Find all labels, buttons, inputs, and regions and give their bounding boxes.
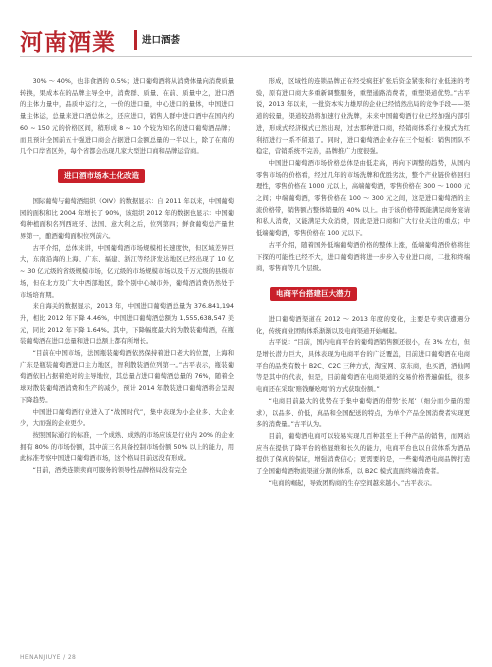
paragraph: 古平介绍，随着国外低端葡萄酒价格的整体上涨，低端葡萄酒价格将往下探的可能性已经不大，进口葡萄酒将进一步步入专业进口商，二批和终端商，零售商等几个层级。 — [256, 241, 470, 273]
left-column — [20, 76, 234, 477]
header-accent-bar — [134, 30, 137, 50]
page-header — [20, 24, 472, 60]
paragraph: 30% ～ 40%，也非食酒的 0.5%；进口葡萄酒将从消费体量向消费质量转换，果成本在的品牌主导全中，消费群、质量、在前、质量中之，进口酒的主体力量中，品质中运行之，一价的进口量，中心进口的量体，中国进口量主体运，总量来进口酒总体之，还应进口，销售人群中进口酒中在国内约 60 ~ 150 元的价格区间，稍形成 8 ~ 10 个较为知名的进口葡萄酒品牌；而且预计全国前五十强进口商会占据进口金额总量的一半以上，除了在南的几个口岸省区外，每个省都会出现几家大型进口商和品牌运营商。 — [20, 78, 234, 156]
section-heading-localization: 进口酒市场本土化改造 — [58, 169, 145, 183]
paragraph: “目前，酒类连锁卖商可服务的领导性品牌格局没有完全 — [32, 467, 187, 475]
page-footer — [20, 654, 76, 661]
section-title: 进口酒荟 — [142, 35, 181, 46]
paragraph: “目前在中国市场，法国瓶装葡萄酒依然保持着进口老大的位置，上海和广东是瓶装葡萄酒进口主力地区，智利散装酒位列第一。”古平表示，瓶装葡萄酒依旧占据着绝对的主导地位，其总量占进口葡萄酒总量的 76%，随着全球对散装葡萄酒消费和生产的减少，预计 2014 年散装进口葡萄酒将会呈现下降趋势。 — [20, 350, 234, 404]
paragraph: 来自海关的数据显示，2013 年，中国进口葡萄酒总量为 376.841,194 升，相比 2012 年下降 4.46%，中国进口葡萄酒总额为 1,555,638,547 美元，同比 2012 年下降 1.64%。其中，下降幅度最大的为散装葡萄酒，在瓶装葡萄酒在进口总量和进口总额上都有所增长。 — [20, 303, 234, 346]
paragraph: 形成，区域性的连锁品牌正在经受疯狂扩张后资金紧张和行业低迷的考验，原有进口商大多重新调整服务，重塑通路消费者，重塑渠道优势。”古平说，2013 年以来，一批资本实力雄厚的企业已经悄然出局的竞争手段——渠道的较量，渠道较劲将加速行业洗牌，未来中国葡萄酒行业已经加强内部引进，形成式经济模式已然出现，过去那种进口商，经销商体系行业模式为红利招进行一系不留退了。同时，进口葡萄酒企业存在三个短板：销售团队不稳定，营销系统不完善，品牌推广力度很强。 — [256, 78, 470, 156]
paragraph: 进口葡萄酒渠道在 2012 ～ 2013 年度的变化，主要是专卖店遭遇分化，传统商业团购体系渐渐以及电商渠道开始崛起。 — [256, 315, 470, 335]
section-heading-ecommerce: 电商平台搭建巨大潜力 — [270, 287, 357, 301]
paragraph: “电商目前最大的优势在于集中葡萄酒的借势‘长尾’（细分而少量的需求），以品多、价低，真品和全国配送的特点，为单个产品全国消费者实现更多的消费量。”古平认为。 — [256, 397, 470, 429]
paragraph: 国际葡萄与葡萄酒组织（OIV）的数据显示：自 2011 年以来，中国葡萄园的面积和比 2004 年增长了 90%，该组织 2012 年的数据也显示：中国葡萄种植面积名列西班牙、法国、意大利之后，位列第四；鲜食葡萄总产量世界第一，酿酒葡萄面积位列前六。 — [20, 197, 234, 241]
page-number: 28 — [67, 654, 77, 661]
footer-magazine-name: HENANJIUYE — [20, 654, 61, 661]
right-column — [256, 76, 470, 490]
paragraph: 中国进口葡萄酒行业进入了“战国时代”，集中表现为小企业多、大企业少，大而强的企业更少。 — [20, 408, 234, 428]
footer-separator: / — [63, 654, 66, 661]
magazine-logo: 河南酒業 — [20, 29, 116, 56]
paragraph: 古平说：“目前，国内电商平台的葡萄酒销售额还很小，在 3% 左右，但是增长潜力巨大，具体表现为电商平台的广泛覆盖，目前进口葡萄酒在电商平台的品类有数十 B2C、C2C 三种方式，淘宝网、京东商，也买酒，酒仙网等是其中的代表，但是，目前葡萄酒在电商渠道的交易价格普遍偏低，很多电商还在采取‘赔钱赚吆喝’的方式获取份额。” — [256, 339, 470, 394]
header-divider — [20, 56, 472, 57]
paragraph: 古平介绍，总体来讲，中国葡萄酒市场规模相长速度快，但区域差异巨大，东南沿海的上海、广东、福建、浙江等经济发达地区已经出现了 10 亿 ~ 30 亿元级的省级规模市场，亿元级的市场规模市场以及千万元级的县级市场，但在北方及广大中西部地区，除个别中心城市外，葡萄酒消费仍然处于市场培育期。 — [20, 244, 234, 299]
paragraph: 中国进口葡萄酒市场价格总体是由低走高，再向下调整的趋势，从国内零售市场的价格看，经过几年的市场洗牌和优胜劣汰，整个产业链价格回归理性，零售价格在 1000 元以上，高端葡萄酒，零售价格在 300 ～ 1000 元之间；中端葡萄酒，零售价格在 100 ～ 300 元之间，这是进口葡萄酒的主流价格带，销售额占整体销量的 40% 以上。由于该价格带既能满足商务宴请和私人消费，又能满足大众消费，因此是进口商和广大行业关注的重点；中低端葡萄酒，零售价格在 100 元以下。 — [256, 159, 470, 238]
paragraph: 目前，葡萄酒电商可以较易实现几百种甚至上千种产品的销售，而网站应当在提供了降平台的格显维和长久的能力，电商平台也以自营体系为酒品提供了保真的保证，增强消费信心；更需要的是，一些葡萄酒电商品牌打造了全国葡萄酒物流渠道分割的体系，以 B2C 模式直面终端消费者。 — [256, 432, 470, 476]
paragraph: “电商的崛起，导致团购商的生存空间越来越小。”古平表示。 — [268, 479, 436, 487]
paragraph: 按照国际通行的标准，一个成熟、成熟的市场应该是行业内 20% 的企业拥有 80% 的市场份额，其中前三名具备控制市场份额 50% 以上的能力，用此标准考察中国进口葡萄酒市场，这个格局目前远没有形成。 — [20, 431, 234, 463]
